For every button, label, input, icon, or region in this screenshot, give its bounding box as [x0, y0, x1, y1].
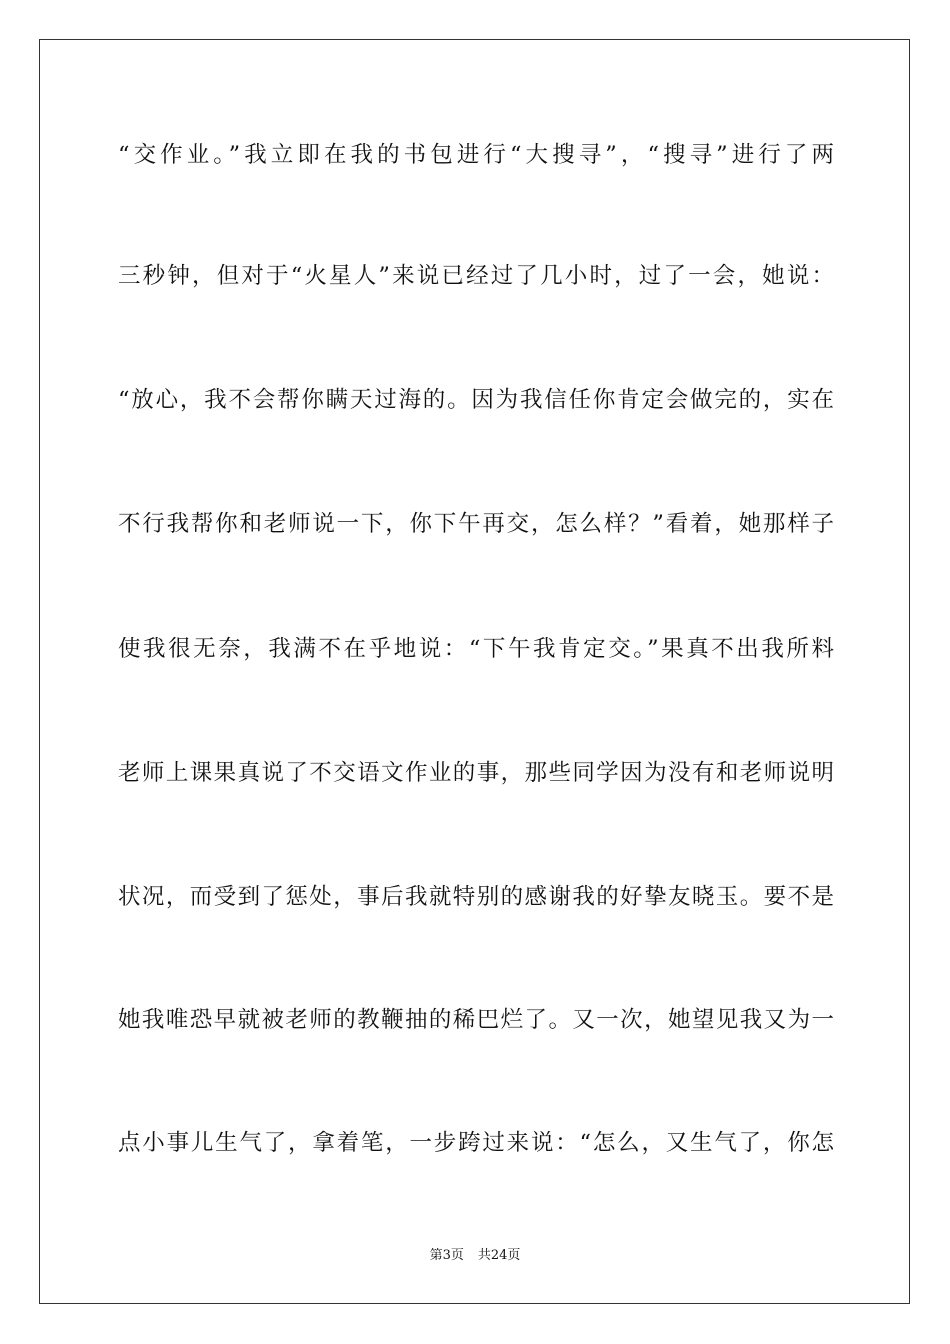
body-text-line-4: 不行我帮你和老师说一下，你下午再交，怎么样？”看着，她那样子	[118, 511, 834, 537]
body-text-line-6: 老师上课果真说了不交语文作业的事，那些同学因为没有和老师说明	[118, 760, 834, 786]
page-total: 共24页	[477, 1248, 521, 1263]
body-text-line-7: 状况，而受到了惩处，事后我就特别的感谢我的好挚友晓玉。要不是	[118, 884, 834, 910]
page-footer	[0, 1246, 950, 1266]
body-text-line-9: 点小事儿生气了，拿着笔，一步跨过来说：“怎么，又生气了，你怎	[118, 1130, 834, 1156]
body-text-line-5: 使我很无奈，我满不在乎地说：“下午我肯定交。”果真不出我所料	[118, 636, 834, 662]
body-text-line-1: “交作业。”我立即在我的书包进行“大搜寻”，“搜寻”进行了两	[118, 142, 834, 168]
page-number: 第3页	[429, 1248, 464, 1263]
body-text-line-3: “放心，我不会帮你瞒天过海的。因为我信任你肯定会做完的，实在	[118, 387, 834, 413]
body-text-line-8: 她我唯恐早就被老师的教鞭抽的稀巴烂了。又一次，她望见我又为一	[118, 1007, 834, 1033]
body-text-line-2: 三秒钟，但对于“火星人”来说已经过了几小时，过了一会，她说：	[118, 263, 834, 289]
page-border	[39, 39, 910, 1304]
